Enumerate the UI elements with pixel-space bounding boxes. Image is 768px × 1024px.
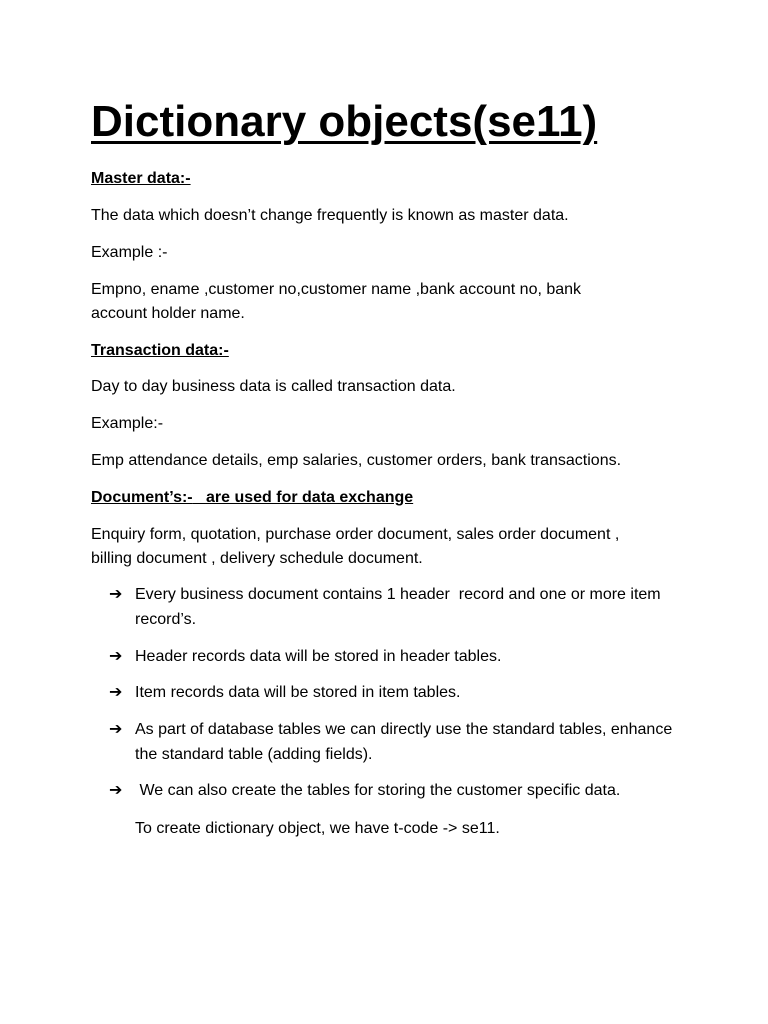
bullet-text: Item records data will be stored in item tables. bbox=[135, 684, 461, 701]
documents-heading-term: Document’s:- bbox=[91, 489, 193, 506]
bullet-item bbox=[109, 583, 689, 632]
right-arrow-icon: ➔ bbox=[109, 586, 123, 603]
bullet-text: We can also create the tables for storing the customer specific data. bbox=[135, 782, 621, 799]
master-data-example-line-1: Empno, ename ,customer no,customer name ,bank account no, bank bbox=[91, 281, 582, 298]
documents-examples-line-2: billing document , delivery schedule document. bbox=[91, 550, 423, 567]
bullet-text: Header records data will be stored in header tables. bbox=[135, 648, 502, 665]
documents-heading-description: are used for data exchange bbox=[205, 489, 414, 506]
transaction-data-heading: Transaction data:- bbox=[91, 342, 229, 359]
bullet-item bbox=[109, 779, 689, 804]
documents-heading bbox=[91, 486, 413, 510]
transaction-data-definition: Day to day business data is called transaction data. bbox=[91, 378, 456, 395]
bullet-item bbox=[109, 681, 689, 706]
master-data-example-line-2: account holder name. bbox=[91, 305, 245, 322]
transaction-data-example-text: Emp attendance details, emp salaries, customer orders, bank transactions. bbox=[91, 452, 622, 469]
transaction-data-example-label: Example:- bbox=[91, 415, 164, 432]
master-data-definition: The data which doesn’t change frequently is known as master data. bbox=[91, 207, 569, 224]
master-data-example-label: Example :- bbox=[91, 244, 168, 261]
right-arrow-icon: ➔ bbox=[109, 684, 123, 701]
page-title: Dictionary objects(se11) bbox=[91, 97, 598, 146]
right-arrow-icon: ➔ bbox=[109, 782, 123, 799]
bullet-item bbox=[109, 718, 689, 767]
right-arrow-icon: ➔ bbox=[109, 648, 123, 665]
right-arrow-icon: ➔ bbox=[109, 721, 123, 738]
master-data-heading: Master data:- bbox=[91, 170, 191, 187]
bullet-text: Every business document contains 1 header record and one or more item record’s. bbox=[135, 586, 666, 628]
documents-examples-line-1: Enquiry form, quotation, purchase order document, sales order document , bbox=[91, 526, 620, 543]
closing-note: To create dictionary object, we have t-code -> se11. bbox=[135, 820, 500, 837]
bullet-item bbox=[109, 645, 689, 670]
bullet-text: As part of database tables we can directly use the standard tables, enhance the standard table (adding fields). bbox=[135, 721, 677, 763]
